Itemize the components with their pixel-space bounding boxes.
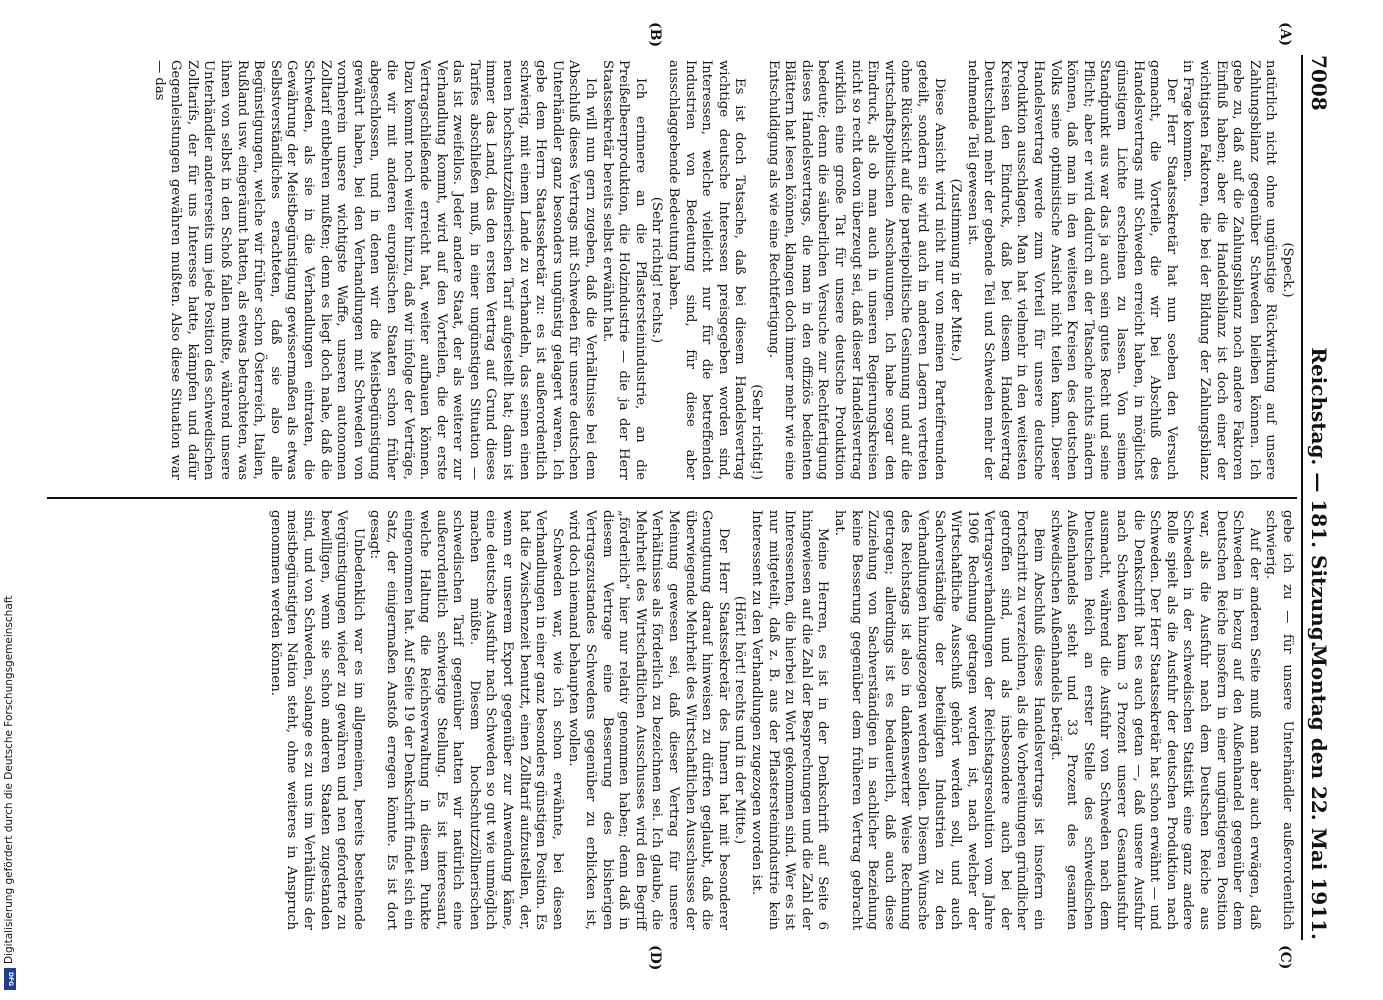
left-column <box>150 60 1295 480</box>
paragraph: Der Herr Staatssekretär des Innern hat mit besonderer Genugtuung darauf hinweisen zu dürfen geglaubt, daß die überwiegende Mehrheit des Wirtschaftlichen Ausschusses der Meinung gewesen sei, daß dieser Vertrag für unsere Verhältnisse als förderlich zu bezeichnen sei. Ich glaube, die Mehrheit des Wirtschaftlichen Ausschusses wird den Begriff „förderlich“ hier nur relativ genommen haben; denn daß in diesem Vertrage eine Besserung des bisherigen Vertragszustandes Schwedens gegenüber zu erblicken ist, wird doch niemand behaupten wollen. <box>566 510 731 930</box>
paragraph: Auf der anderen Seite muß man aber auch erwägen, daß Schweden in bezug auf den Außenhandel gegenüber dem Deutschen Reiche insofern in einer ungünstigeren Position war, als die Ausfuhr nach dem Deutschen Reiche aus Schweden in der schwedischen Statistik eine ganz andere Rolle spielt als die Ausfuhr der deutschen Produktion nach Schweden. Der Herr Staatssekretär hat schon erwähnt — und die Denkschrift hat es auch getan —, daß unsere Ausfuhr nach Schweden kaum 3 Prozent unserer Gesamtausfuhr ausmacht, während die Ausfuhr von Schweden nach dem Deutschen Reich an erster Stelle des schwedischen Außenhandels steht und 33 Prozent des gesamten schwedischen Außenhandels beträgt. <box>1047 510 1262 930</box>
page-number: 7008 <box>1307 55 1331 111</box>
column-divider <box>47 497 1297 499</box>
margin-marker-b: (B) <box>647 22 663 48</box>
paragraph: Ich will nun gern zugeben, daß die Verhältnisse bei dem Abschluß dieses Vertrags mit Schweden für unsere deutschen Unterhändler ganz besonders ungünstig gelagert waren. Ich gebe dem Herrn Staatssekretär zu: es ist außerordentlich schwierig, mit einem Lande zu verhandeln, das seinen einen neuen hochschutzzöllnerischen Tarif aufgestellt hat; dann ist immer das Land, das den ersten Vertrag auf Grund dieses Tarifes abschließen muß, in einer ungünstigen Situation — das ist zweifellos. Jeder andere Staat, der als weiterer zur Verhandlung kommt, wird auf den Vorteilen, die der erste Vertragschließende erreicht hat, weiter aufbauen können. Dazu kommt noch weiter hinzu, daß wir infolge der Verträge, die wir mit anderen europäischen Staaten schon früher abgeschlossen, und in denen wir die Meistbegünstigung gewährt haben, bei den Verhandlungen mit Schweden von vornherein unsere wichtigste Waffe, unseren autonomen Zolltarif entbehren mußten; denn es liegt doch nahe, daß die Schweden, als sie in die Verhandlungen eintraten, die Gewährung der Meistbegünstigung gewissermaßen als etwas Selbstverständliches erachteten, daß sie also alle Begünstigungen, welche wir früher schon Österreich, Italien, Rußland usw. eingeräumt hatten, als etwas betrachteten, was ihnen von selbst in den Schoß fallen mußte, während unsere Unterhändler andererseits um jede Position des schwedischen Zolltarifs, der für uns Interesse hatte, kämpfen und dafür Gegenleistungen gewähren mußten. Also diese Situation war — das <box>151 60 599 480</box>
paragraph: Meine Herren, es ist in der Denkschrift auf Seite 6 hingewiesen auf die Zahl der Besprechungen und die Zahl der Interessenten, die hierbei zu Wort gekommen sind. Wer es ist nur mitgeteilt, daß z. B. aus der Pflastersteinindustrie kein Interessent zu den Verhandlungen zugezogen worden ist. <box>749 510 831 930</box>
paragraph: gebe ich zu — für unsere Unterhändler außerordentlich schwierig. <box>1263 510 1295 930</box>
paragraph: Schweden war, wie ich schon erwähnte, bei diesen Verhandlungen in einer ganz besonders günstigen Position. Es hat die Zwischenzeit benutzt, einen Zolltarif aufzustellen, der, wenn er unserem Export gegenüber zur Anwendung käme, eine deutsche Ausfuhr nach Schweden so gut wie unmöglich machen müßte. Diesem hochschutzzöllnerischen schwedischen Tarif gegenüber hatten wir natürlich eine außerordentlich schwierige Stellung. Es ist interessant, welche Haltung die Reichsverwaltung in diesem Punkte eingenommen hat. Auf Seite 19 der Denkschrift findet sich ein Satz, der einigermaßen Anstoß erregen könnte. Es ist dort gesagt: <box>367 510 565 930</box>
paragraph: Beim Abschluß dieses Handelsvertrags ist insofern ein Fortschritt zu verzeichnen, als die Vorbereitungen gründlicher getroffen sind, und als insbesondere auch bei der Vertragsverhandlungen der Reichstagsresolution vom Jahre 1906 Rechnung getragen worden ist, nach welcher der Wirtschaftliche Ausschuß gehört werden soll, und auch Sachverständige der beteiligten Industrien zu den Verhandlungen hinzugezogen werden sollen. Diesem Wunsche des Reichstags ist also in dankenswerter Weise Rechnung getragen; allerdings ist es bedauerlich, daß auch diese Zuziehung von Sachverständigen in sachlicher Beziehung keine Besserung gegenüber dem früheren Vertrag gebracht hat. <box>831 510 1047 930</box>
paragraph: (Zustimmung in der Mitte.) <box>948 178 964 362</box>
funding-note: Digitalisierung gefördert durch die Deutsche Forschungsgemeinschaft <box>3 595 15 964</box>
margin-marker-c: (C) <box>1277 945 1293 970</box>
paragraph: Diese Ansicht wird nicht nur von meinen Parteifreunden geteilt, sondern sie wird auch in anderen Lagern vertreten ohne Rücksicht auf die parteipolitische Gesinnung und auf die wirtschaftspolitischen Anschauungen. Ich habe sogar den Eindruck, als ob man auch in unseren Regierungskreisen nicht so recht davon überzeugt sei, daß dieser Handelsvertrag wirklich eine große Tat für unsere deutsche Produktion bedeute; denn die säuberlichen Versuche zur Rechtfertigung dieses Handelsvertrags, die man in den offiziös bedienten Blättern hat lesen können, klangen doch immer mehr wie eine Entschuldigung als wie eine Rechtfertigung. <box>765 60 947 480</box>
digitization-note <box>3 2 17 992</box>
margin-marker-d: (D) <box>647 945 663 971</box>
right-column <box>266 510 1295 930</box>
paragraph: (Sehr richtig! rechts.) <box>649 196 665 344</box>
paragraph: (Sehr richtig!) <box>749 384 764 480</box>
paragraph: natürlich nicht ohne ungünstige Rückwirkung auf unsere Zahlungsbilanz gegenüber Schweden bleiben können. Ich gebe zu, daß auf die Zahlungsbilanz noch andere Faktoren Einfluß haben; aber die Handelsbilanz ist doch einer der wichtigsten Faktoren, die bei der Bildung der Zahlungsbilanz in Frage kommen. <box>1180 60 1279 480</box>
paragraph: (Hört! hört! rechts und in der Mitte.) <box>732 595 748 845</box>
page-header <box>1305 55 1331 940</box>
header-rule <box>1301 55 1303 940</box>
paragraph: Ich erinnere an die Pflastersteinindustrie, an die Preißelbeerproduktion, die Holzindustrie — die ja der Herr Staatssekretär bereits selbst erwähnt hat. <box>599 60 648 480</box>
paragraph: Es ist doch Tatsache, daß bei diesem Handelsvertrag wichtige deutsche Interessen preisgegeben worden sind, Interessen, welche vielleicht nur für die betreffenden Industrien von Bedeutung sind, für diese aber ausschlaggebende Bedeutung haben. <box>666 60 748 480</box>
page-title: Reichstag. — 181. Sitzung. <box>1307 347 1331 648</box>
margin-marker-a: (A) <box>1277 22 1293 47</box>
paragraph: (Speck.) <box>1280 242 1295 298</box>
paragraph: Unbedenklich war es im allgemeinen, bereits bestehende Vergünstigungen wieder zu gewähren und nen geforderte zu bewilligen, wenn sie schon anderen Staaten zugestanden sind, und von Schweden, solange es zu uns im Verhältnis der meistbegünstigten Nation steht, ohne weiteres in Anspruch genommen werden können. <box>267 510 366 930</box>
paragraph: Der Herr Staatssekretär hat nun soeben den Versuch gemacht, die Vorteile, die wir bei Abschluß des Handelsvertrags mit Schweden erreicht haben, in möglichst günstigem Lichte erscheinen zu lassen. Von seinem Standpunkt aus war das ja auch sein gutes Recht und seine Pflicht; aber er wird dadurch an der Tatsache nichts ändern können, daß man in den weitesten Kreisen des deutschen Volks seine optimistische Ansicht nicht teilen kann. Dieser Handelsvertrag werde zum Vorteil für unsere deutsche Produktion ausschlagen. Man hat vielmehr in den weitesten Kreisen den Eindruck, daß bei diesem Handelsvertrag Deutschland mehr der gebende Teil und Schweden mehr der nehmende Teil gewesen ist. <box>964 60 1179 480</box>
page-date: Montag den 22. Mai 1911. <box>1307 644 1331 940</box>
dfg-logo: DFG <box>4 968 16 990</box>
